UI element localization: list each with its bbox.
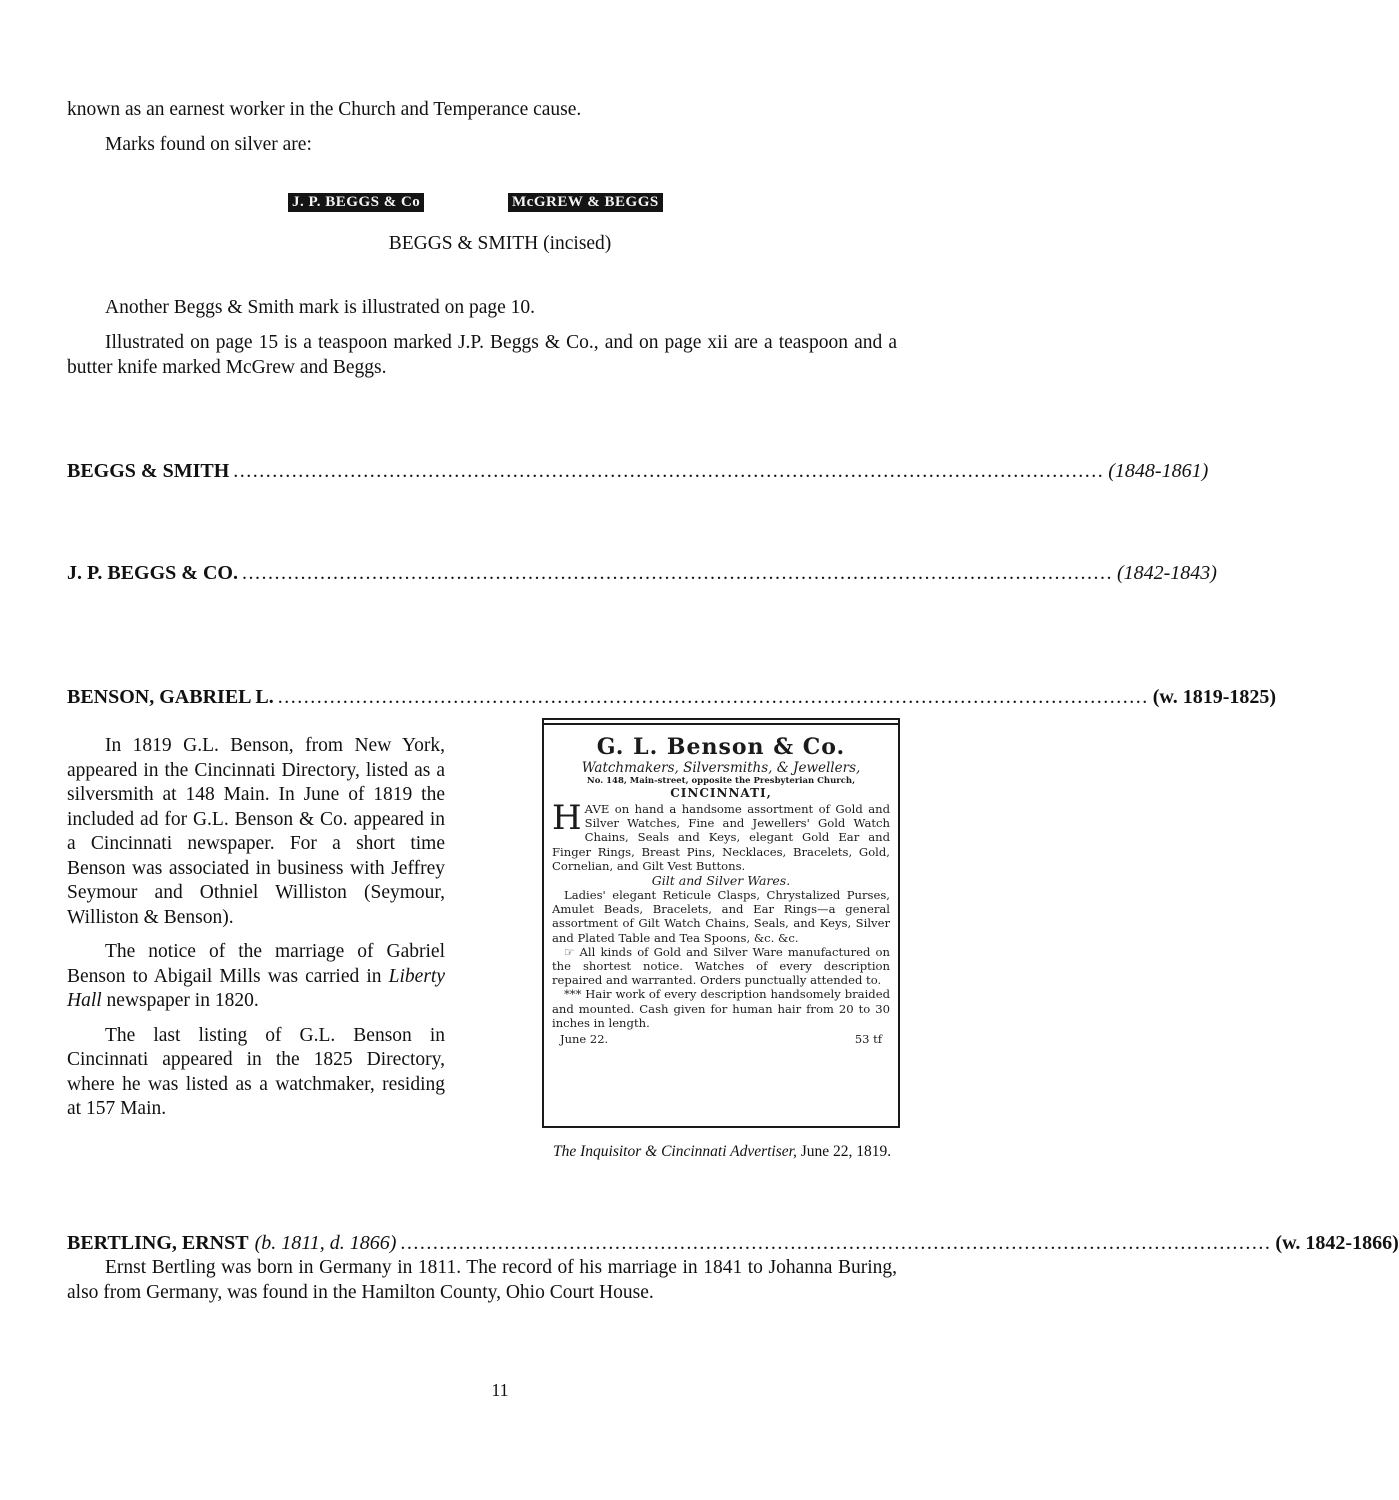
mark-mcgrew-beggs-stamp: McGREW & BEGGS [508, 193, 663, 212]
intro-paragraph-1: Another Beggs & Smith mark is illustrated on page 10. [105, 297, 536, 318]
page-number: 11 [491, 1380, 509, 1400]
entry-dates: (1848-1861) [1108, 460, 1209, 482]
entry-bertling [67, 1232, 1399, 1255]
ad-paragraph-4: *** Hair work of every description handsomely braided and mounted. Cash given for human hair from 20 to 30 inches in length. [552, 987, 890, 1030]
ad-date: June 22. [560, 1032, 609, 1047]
entry-jp-beggs [67, 562, 1217, 585]
leader-dots: ...................................................................................................................................... [400, 1232, 1272, 1254]
entry-beggs-smith [67, 460, 1209, 483]
newspaper-title: Liberty Hall [67, 965, 445, 1011]
ad-paragraph-3: ☞ All kinds of Gold and Silver Ware manufactured on the shortest notice. Watches of every description repaired and warranted. Orders punctually attended to. [552, 944, 890, 988]
ad-paragraph-1 [552, 798, 890, 873]
benson-newspaper-ad [542, 718, 900, 1128]
mark-beggs-smith-incised: BEGGS & SMITH (incised) [388, 233, 612, 254]
bertling-paragraph: Ernst Bertling was born in Germany in 1811. The record of his marriage in 1841 to Johanna Buring, also from Germany, was found in the Hamilton County, Ohio Court House. [67, 1257, 897, 1303]
leader-dots: ...................................................................................................................................... [277, 686, 1149, 708]
leader-dots: ...................................................................................................................................... [241, 562, 1113, 584]
caption-date: June 22, 1819. [796, 1143, 892, 1160]
intro-paragraph-2: Illustrated on page 15 is a teaspoon marked J.P. Beggs & Co., and on page xii are a teaspoon and a butter knife marked McGrew and Beggs. [67, 332, 897, 378]
benson-p2-text-end: newspaper in 1820. [101, 990, 259, 1011]
entry-dates: (1842-1843) [1116, 562, 1217, 584]
benson-paragraph-2 [67, 940, 445, 1014]
benson-p2-text: The notice of the marriage of Gabriel Benson to Abigail Mills was carried in [67, 941, 445, 987]
entry-name: J. P. BEGGS & CO. [67, 562, 238, 584]
benson-paragraph-1: In 1819 G.L. Benson, from New York, appeared in the Cincinnati Directory, listed as a silversmith at 148 Main. In June of 1819 the included ad for G.L. Benson & Co. appeared in a Cincinnati newspaper. For a short time Benson was associated in business with Jeffrey Seymour and Othniel Williston (Seymour, Williston & Benson). [67, 735, 445, 928]
entry-name: BERTLING, ERNST [67, 1232, 249, 1254]
ad-paragraph-2: Ladies' elegant Reticule Clasps, Chrystalized Purses, Amulet Beads, Bracelets, and Ear Rings—a general assortment of Gilt Watch Chains, Seals, and Keys, Silver and Plated Table and Tea Spoons, &c. &c. [552, 888, 890, 945]
ad-footer [552, 1032, 890, 1046]
ad-paragraph-1-text: AVE on hand a handsome assortment of Gold and Silver Watches, Fine and Jewellers' Gold Watch Chains, Seals and Keys, elegant Gold Ear and Finger Rings, Breast Pins, Necklaces, Bracelets, Gold, Cornelian, and Gilt Vest Buttons. [552, 802, 890, 873]
entry-benson [67, 686, 1277, 709]
ad-subtitle: Watchmakers, Silversmiths, & Jewellers, [581, 760, 861, 776]
benson-paragraph-3: The last listing of G.L. Benson in Cincinnati appeared in the 1825 Directory, where he was listed as a watchmaker, residing at 157 Main. [67, 1024, 445, 1119]
benson-column [67, 734, 445, 1122]
entry-dates: (w. 1842-1866) [1275, 1232, 1399, 1254]
ad-address: No. 148, Main-street, opposite the Presbyterian Church, [586, 776, 856, 786]
marks-intro: Marks found on silver are: [105, 134, 312, 155]
entry-life-dates: (b. 1811, d. 1866) [254, 1232, 397, 1254]
caption-newspaper: The Inquisitor & Cincinnati Advertiser, [553, 1143, 797, 1160]
mark-jp-beggs-stamp: J. P. BEGGS & Co [288, 193, 424, 212]
entry-name: BEGGS & SMITH [67, 460, 230, 482]
leader-dots: ...................................................................................................................................... [233, 460, 1105, 482]
intro-line: known as an earnest worker in the Church and Temperance cause. [67, 99, 582, 120]
ad-dropcap: H [552, 798, 582, 838]
ad-caption [553, 1142, 893, 1161]
entry-name: BENSON, GABRIEL L. [67, 686, 274, 708]
ad-title: G. L. Benson & Co. [596, 734, 846, 760]
ad-code: 53 tf [854, 1032, 882, 1047]
ad-city: CINCINNATI, [670, 786, 772, 800]
entry-dates: (w. 1819-1825) [1152, 686, 1277, 708]
ad-section-heading: Gilt and Silver Wares. [651, 873, 791, 889]
